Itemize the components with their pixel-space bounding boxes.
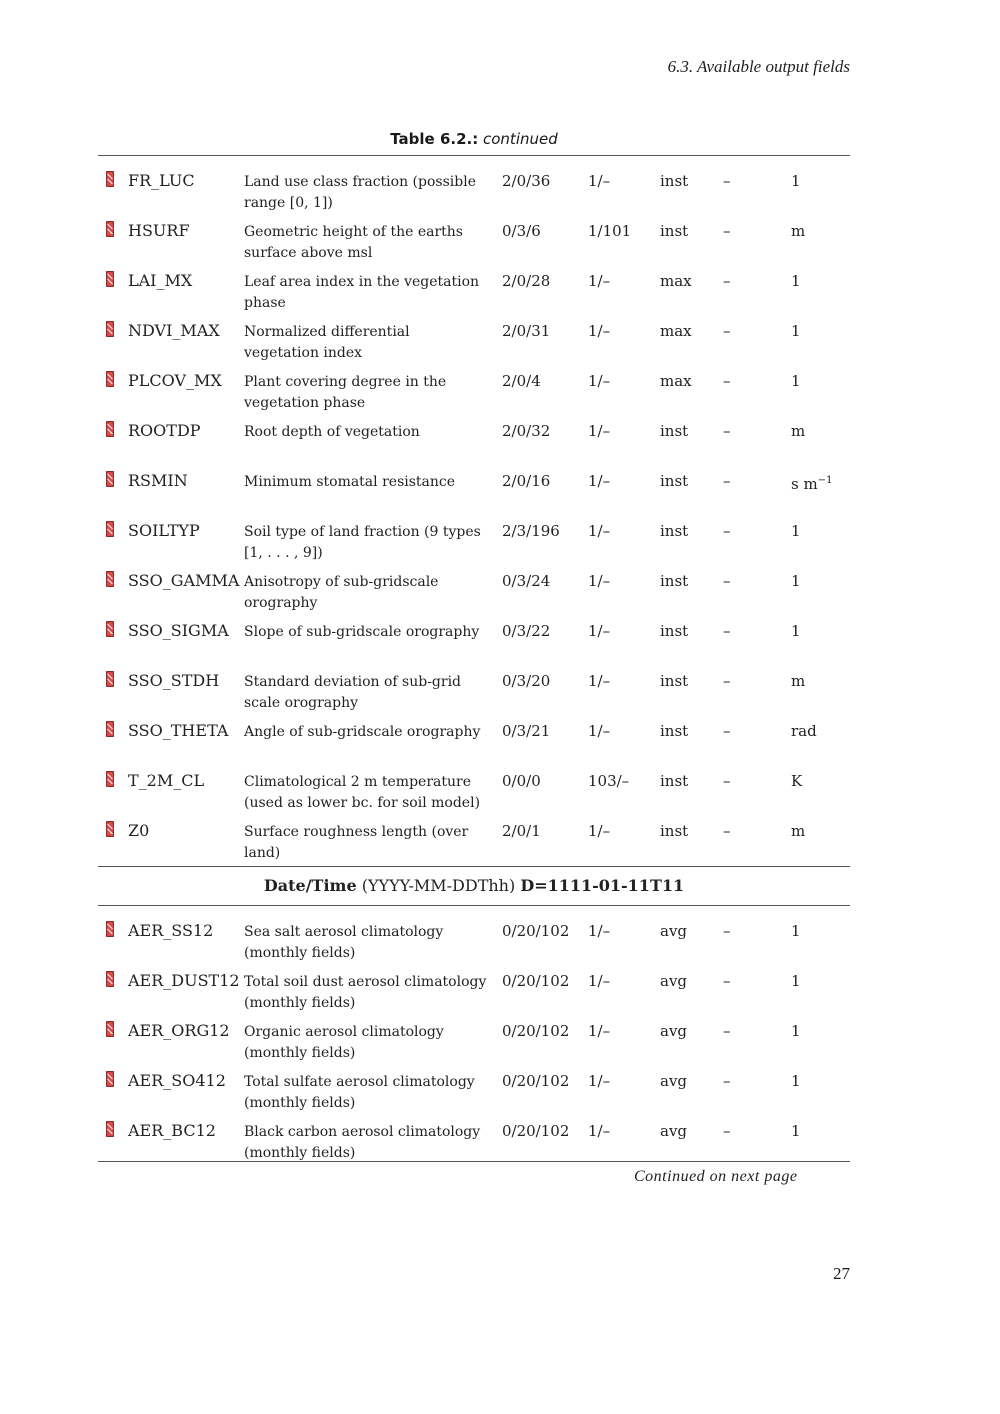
table-row	[98, 806, 850, 861]
unit-exponent: −1	[817, 475, 833, 486]
level-type: 1/–	[588, 322, 611, 340]
placeholder-dash: –	[723, 1122, 731, 1140]
placeholder-dash: –	[723, 472, 731, 490]
grib-code: 0/3/6	[502, 222, 541, 240]
grib-code: 0/3/20	[502, 672, 551, 690]
field-name: T_2M_CL	[128, 771, 205, 790]
grib-code: 0/3/24	[502, 572, 551, 590]
field-name: AER_ORG12	[128, 1021, 230, 1040]
grib-code: 0/20/102	[502, 1122, 570, 1140]
field-unit: m	[791, 822, 806, 840]
level-type: 1/–	[588, 272, 611, 290]
placeholder-dash: –	[723, 372, 731, 390]
time-operation: avg	[660, 922, 688, 940]
field-unit: m	[791, 422, 806, 440]
time-operation: inst	[660, 672, 689, 690]
pencil-edit-icon[interactable]	[106, 1121, 114, 1137]
field-description: Plant covering degree in the vegetation phase	[244, 374, 447, 411]
field-unit: 1	[791, 1072, 801, 1090]
field-name: FR_LUC	[128, 171, 195, 190]
pencil-edit-icon[interactable]	[106, 671, 114, 687]
time-operation: inst	[660, 222, 689, 240]
continued-note: Continued on next page	[634, 1168, 798, 1185]
grib-code: 2/0/31	[502, 322, 551, 340]
field-unit: 1	[791, 922, 801, 940]
field-description: Soil type of land fraction (9 types [1, . . . , 9])	[244, 524, 481, 561]
field-description: Total sulfate aerosol climatology (monthly fields)	[244, 1074, 475, 1111]
pencil-edit-icon[interactable]	[106, 271, 114, 287]
field-description: Organic aerosol climatology (monthly fields)	[244, 1024, 444, 1061]
grib-code: 2/0/16	[502, 472, 551, 490]
placeholder-dash: –	[723, 272, 731, 290]
field-name: SSO_THETA	[128, 721, 229, 740]
time-operation: inst	[660, 422, 689, 440]
field-name: SSO_STDH	[128, 671, 220, 690]
field-description: Black carbon aerosol climatology (monthly fields)	[244, 1124, 481, 1161]
pencil-edit-icon[interactable]	[106, 821, 114, 837]
level-type: 1/–	[588, 1072, 611, 1090]
field-name: AER_SO412	[128, 1071, 226, 1090]
field-name: AER_SS12	[128, 921, 214, 940]
grib-code: 0/3/22	[502, 622, 551, 640]
level-type: 1/–	[588, 372, 611, 390]
time-operation: inst	[660, 172, 689, 190]
time-operation: inst	[660, 472, 689, 490]
level-type: 1/–	[588, 1022, 611, 1040]
pencil-edit-icon[interactable]	[106, 571, 114, 587]
field-unit: 1	[791, 522, 801, 540]
pencil-edit-icon[interactable]	[106, 171, 114, 187]
placeholder-dash: –	[723, 922, 731, 940]
field-name: PLCOV_MX	[128, 371, 222, 390]
placeholder-dash: –	[723, 772, 731, 790]
table-row	[98, 456, 850, 506]
pencil-edit-icon[interactable]	[106, 371, 114, 387]
table-row	[98, 606, 850, 656]
level-type: 1/–	[588, 522, 611, 540]
field-description: Sea salt aerosol climatology (monthly fields)	[244, 924, 444, 961]
grib-code: 2/0/1	[502, 822, 541, 840]
grib-code: 2/0/4	[502, 372, 541, 390]
table-row	[98, 556, 850, 611]
field-name: HSURF	[128, 221, 190, 240]
field-unit: 1	[791, 372, 801, 390]
table-row	[98, 1006, 850, 1061]
level-type: 1/–	[588, 472, 611, 490]
field-unit: 1	[791, 572, 801, 590]
table-bottom-rule	[98, 1161, 850, 1162]
field-unit: 1	[791, 1122, 801, 1140]
placeholder-dash: –	[723, 722, 731, 740]
field-description: Normalized differential vegetation index	[244, 324, 410, 361]
time-operation: max	[660, 372, 692, 390]
table-row	[98, 156, 850, 211]
level-type: 1/–	[588, 972, 611, 990]
grib-code: 0/20/102	[502, 922, 570, 940]
pencil-edit-icon[interactable]	[106, 221, 114, 237]
time-operation: avg	[660, 1022, 688, 1040]
time-operation: max	[660, 272, 692, 290]
pencil-edit-icon[interactable]	[106, 1021, 114, 1037]
section-label: Date/Time	[263, 876, 357, 895]
table-row	[98, 1106, 850, 1161]
time-operation: inst	[660, 522, 689, 540]
grib-code: 0/0/0	[502, 772, 541, 790]
field-unit: rad	[791, 722, 817, 740]
field-name: SSO_GAMMA	[128, 571, 240, 590]
field-description: Angle of sub-gridscale orography	[244, 724, 481, 740]
placeholder-dash: –	[723, 172, 731, 190]
grib-code: 2/3/196	[502, 522, 560, 540]
level-type: 1/–	[588, 622, 611, 640]
field-unit: 1	[791, 972, 801, 990]
placeholder-dash: –	[723, 422, 731, 440]
page-number: 27	[833, 1264, 850, 1283]
table-row	[98, 356, 850, 411]
field-description: Standard deviation of sub-grid scale orography	[244, 674, 462, 711]
table-caption	[98, 130, 850, 148]
caption-label: Table 6.2.:	[390, 130, 479, 148]
field-unit: 1	[791, 172, 801, 190]
grib-code: 0/20/102	[502, 972, 570, 990]
field-unit: m	[791, 222, 806, 240]
pencil-edit-icon[interactable]	[106, 721, 114, 737]
grib-code: 2/0/32	[502, 422, 551, 440]
field-description: Leaf area index in the vegetation phase	[244, 274, 480, 311]
field-name: Z0	[128, 821, 150, 840]
field-description: Total soil dust aerosol climatology (monthly fields)	[244, 974, 487, 1011]
field-unit: 1	[791, 1022, 801, 1040]
pencil-edit-icon[interactable]	[106, 421, 114, 437]
table-row	[98, 756, 850, 811]
table-row	[98, 1056, 850, 1111]
running-header: 6.3. Available output fields	[667, 57, 850, 76]
table-row	[98, 306, 850, 361]
time-operation: inst	[660, 722, 689, 740]
field-description: Land use class fraction (possible range [0, 1])	[244, 174, 476, 211]
field-name: SOILTYP	[128, 521, 200, 540]
field-unit: 1	[791, 272, 801, 290]
grib-code: 0/20/102	[502, 1022, 570, 1040]
section-value: D=1111-01-11T11	[520, 876, 685, 895]
time-operation: inst	[660, 572, 689, 590]
pencil-edit-icon[interactable]	[106, 321, 114, 337]
table-row	[98, 706, 850, 756]
field-description: Minimum stomatal resistance	[244, 474, 456, 490]
placeholder-dash: –	[723, 822, 731, 840]
grib-code: 2/0/36	[502, 172, 551, 190]
level-type: 1/–	[588, 572, 611, 590]
field-name: LAI_MX	[128, 271, 193, 290]
pencil-edit-icon[interactable]	[106, 1071, 114, 1087]
pencil-edit-icon[interactable]	[106, 471, 114, 487]
placeholder-dash: –	[723, 572, 731, 590]
pencil-edit-icon[interactable]	[106, 971, 114, 987]
section-title	[98, 876, 850, 895]
time-operation: inst	[660, 772, 689, 790]
placeholder-dash: –	[723, 522, 731, 540]
table-row	[98, 956, 850, 1011]
table-row	[98, 656, 850, 711]
field-unit: K	[791, 772, 803, 790]
field-description: Root depth of vegetation	[244, 424, 420, 440]
level-type: 1/–	[588, 422, 611, 440]
time-operation: max	[660, 322, 692, 340]
pencil-edit-icon[interactable]	[106, 621, 114, 637]
placeholder-dash: –	[723, 1022, 731, 1040]
time-operation: avg	[660, 972, 688, 990]
grib-code: 2/0/28	[502, 272, 551, 290]
caption-continued: continued	[483, 130, 558, 148]
pencil-edit-icon[interactable]	[106, 921, 114, 937]
time-operation: avg	[660, 1072, 688, 1090]
table-row	[98, 206, 850, 261]
time-operation: avg	[660, 1122, 688, 1140]
level-type: 1/–	[588, 922, 611, 940]
placeholder-dash: –	[723, 1072, 731, 1090]
grib-code: 0/3/21	[502, 722, 551, 740]
field-unit: 1	[791, 322, 801, 340]
pencil-edit-icon[interactable]	[106, 521, 114, 537]
field-description: Geometric height of the earths surface above msl	[244, 224, 463, 261]
field-name: NDVI_MAX	[128, 321, 220, 340]
level-type: 1/–	[588, 172, 611, 190]
field-name: AER_DUST12	[128, 971, 240, 990]
field-name: RSMIN	[128, 471, 188, 490]
table-row	[98, 906, 850, 961]
field-unit: 1	[791, 622, 801, 640]
level-type: 1/–	[588, 722, 611, 740]
level-type: 1/–	[588, 672, 611, 690]
field-description: Slope of sub-gridscale orography	[244, 624, 480, 640]
placeholder-dash: –	[723, 322, 731, 340]
placeholder-dash: –	[723, 672, 731, 690]
field-name: SSO_SIGMA	[128, 621, 229, 640]
table-row	[98, 506, 850, 561]
table-row	[98, 406, 850, 456]
table-row	[98, 256, 850, 311]
level-type: 1/–	[588, 822, 611, 840]
placeholder-dash: –	[723, 222, 731, 240]
pencil-edit-icon[interactable]	[106, 771, 114, 787]
field-unit: m	[791, 672, 806, 690]
placeholder-dash: –	[723, 622, 731, 640]
level-type: 1/–	[588, 1122, 611, 1140]
field-unit: s $m^{-1}$	[791, 475, 833, 493]
group-divider-rule	[98, 866, 850, 867]
field-name: AER_BC12	[128, 1121, 216, 1140]
field-description: Surface roughness length (over land)	[244, 824, 469, 861]
time-operation: inst	[660, 622, 689, 640]
level-type: 1/101	[588, 222, 632, 240]
field-description: Climatological 2 m temperature (used as lower bc. for soil model)	[244, 774, 481, 811]
field-description: Anisotropy of sub-gridscale orography	[244, 574, 439, 611]
grib-code: 0/20/102	[502, 1072, 570, 1090]
level-type: 103/–	[588, 772, 630, 790]
section-format: (YYYY-MM-DDThh)	[361, 876, 516, 895]
placeholder-dash: –	[723, 972, 731, 990]
field-name: ROOTDP	[128, 421, 201, 440]
time-operation: inst	[660, 822, 689, 840]
